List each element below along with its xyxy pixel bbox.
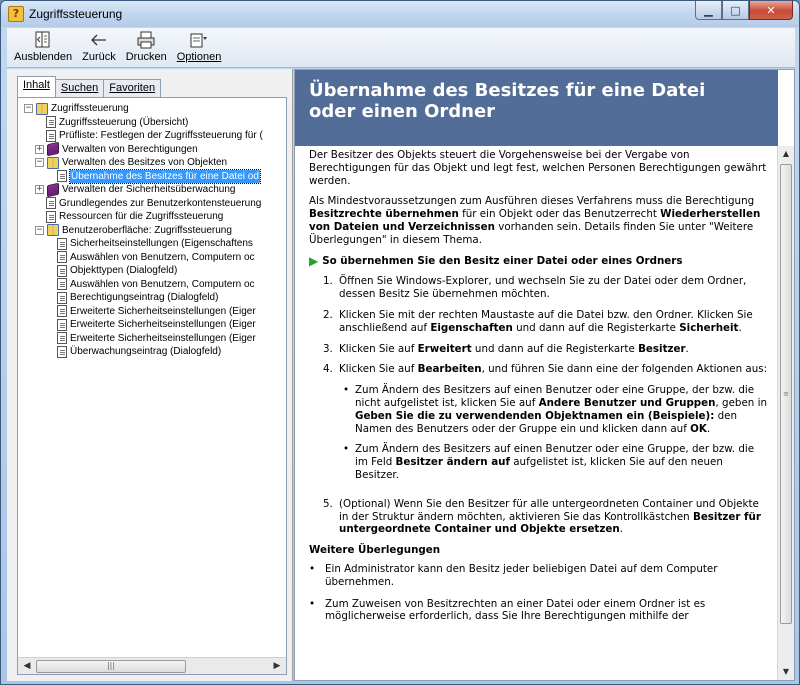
help-page-icon [57, 251, 67, 263]
navigation-pane [7, 69, 293, 681]
intro-paragraph: Der Besitzer des Objekts steuert die Vorgehensweise bei der Vergabe von Berechtigungen für das Objekt und legt fest, welchen Personen Berechtigungen gewährt werden. [309, 149, 767, 187]
tab-search[interactable]: Suchen [55, 79, 104, 97]
step-item: 2. Klicken Sie mit der rechten Maustaste auf die Datei bzw. den Ordner. Klicken Sie anschließend auf Eigenschaften und dann auf die Registerkarte Sicherheit. [323, 308, 753, 334]
help-page-icon [46, 211, 56, 223]
book-open-icon [36, 103, 48, 115]
consideration-bullet: • Ein Administrator kann den Besitz jeder beliebigen Datei auf dem Computer übernehmen. [309, 562, 718, 588]
back-label: Zurück [82, 51, 116, 63]
collapse-icon[interactable]: − [25, 103, 32, 114]
print-label: Drucken [125, 51, 167, 63]
tab-favorites[interactable]: Favoriten [103, 79, 161, 97]
expand-arrow-icon: ▶ [309, 253, 319, 268]
close-button[interactable] [749, 1, 793, 20]
tree-node[interactable] [18, 291, 286, 305]
hide-button[interactable] [9, 28, 77, 66]
back-button[interactable] [77, 28, 121, 66]
title-bar[interactable] [1, 1, 799, 27]
step-item: 4. Klicken Sie auf Bearbeiten, und führen Sie dann eine der folgenden Aktionen aus: • Zum Ändern des Besitzers auf einen Benutzer oder eine Gruppe, der bzw. die nicht aufgelistet ist, klicken Sie auf Andere Benutzer und Gruppen, geben in Geben Sie die zu verwendenden Objektnamen ein (Beispiele): den Namen des Benutzers oder der Gruppe ein und klicken dann auf OK. • Zum Ändern des Besitzers auf einen Benutzer oder eine Gruppe, der bzw. die im Feld Besitzer ändern auf aufgelistet ist, klicken Sie auf den neuen Besitzer. [323, 363, 768, 481]
minimize-icon: ▁ [704, 3, 713, 17]
tree-node-label: Prüfliste: Festlegen der Zugriffssteuerung für ( [59, 130, 263, 141]
window-title: Zugriffssteuerung [29, 7, 123, 21]
help-page-icon [46, 130, 56, 142]
consideration-bullet: • Zum Zuweisen von Besitzrechten an einer Datei oder einem Ordner ist es möglicherweise erforderlich, dass Sie Ihre Berechtigungen mithilfe der [309, 597, 706, 623]
step-item: 5. (Optional) Wenn Sie den Besitzer für alle untergeordneten Container und Objekte in der Struktur ändern möchten, aktivieren Sie das Kontrollkästchen Besitzer für untergeordnete Container und Objekte ersetzen. [323, 497, 761, 536]
tree-node[interactable] [18, 264, 286, 278]
book-open-icon [47, 224, 59, 236]
help-page-icon [46, 116, 56, 128]
hide-pane-icon [33, 31, 53, 49]
options-button[interactable] [172, 28, 227, 66]
tree-node[interactable] [18, 156, 286, 170]
tree-node[interactable] [18, 332, 286, 346]
considerations-heading: Weitere Überlegungen [309, 544, 441, 557]
tree-node[interactable] [18, 129, 286, 143]
scrollbar-thumb[interactable]: ≡ [780, 164, 792, 624]
help-page-icon [57, 278, 67, 290]
tree-node[interactable] [18, 251, 286, 265]
expand-icon[interactable]: + [36, 143, 43, 154]
collapse-icon[interactable]: − [36, 157, 43, 168]
caption-buttons [695, 1, 793, 21]
tree-node[interactable] [18, 116, 286, 130]
tree-node[interactable] [18, 102, 286, 116]
maximize-icon: □ [730, 3, 741, 17]
print-button[interactable] [121, 28, 172, 66]
help-page-icon [57, 305, 67, 317]
tree-node-label: Grundlegendes zur Benutzerkontensteuerung [59, 197, 262, 209]
tree-node[interactable] [18, 197, 286, 211]
expand-icon[interactable]: + [36, 184, 43, 195]
tree-node-label: Berechtigungseintrag (Dialogfeld) [70, 292, 219, 303]
help-page-icon [57, 319, 67, 331]
prerequisites-paragraph: Als Mindestvoraussetzungen zum Ausführen dieses Verfahrens muss die Berechtigung Besitzrechte übernehmen für ein Objekt oder das Benutzerrecht Wiederherstellen von Dateien und Verzeichnissen vorhanden sein. Details finden Sie unter "Weitere Überlegungen" in diesem Thema. [309, 195, 761, 246]
tree-node[interactable] [18, 183, 286, 197]
tree-node[interactable] [18, 143, 286, 157]
minimize-button[interactable] [695, 1, 722, 20]
tree-node[interactable] [18, 224, 286, 238]
tree-node[interactable] [18, 318, 286, 332]
topic-vertical-scrollbar[interactable] [777, 146, 794, 680]
tree-node-label: Erweiterte Sicherheitseinstellungen (Eiger [70, 332, 256, 344]
scroll-up-icon[interactable]: ▲ [782, 149, 790, 158]
procedure-heading[interactable]: ▶ So übernehmen Sie den Besitz einer Datei oder eines Ordners [309, 253, 683, 268]
tree-node-label: Zugriffssteuerung (Übersicht) [59, 116, 189, 128]
contents-tree-box [17, 97, 287, 675]
tree-node-label: Erweiterte Sicherheitseinstellungen (Eiger [70, 305, 256, 317]
option-bullet: • Zum Ändern des Besitzers auf einen Benutzer oder eine Gruppe, der bzw. die nicht aufgelistet ist, klicken Sie auf Andere Benutzer und Gruppen, geben in Geben Sie die zu verwendenden Objektnamen ein (Beispiele): den Namen des Benutzers oder der Gruppe ein und klicken dann auf OK. [343, 384, 767, 435]
collapse-icon[interactable]: − [36, 224, 43, 235]
contents-tree[interactable] [18, 102, 286, 654]
help-page-icon [46, 197, 56, 209]
book-closed-icon [47, 182, 59, 197]
printer-icon [136, 31, 156, 49]
tree-node-label: Objekttypen (Dialogfeld) [70, 265, 178, 276]
help-page-icon [57, 238, 67, 250]
tree-node[interactable] [18, 210, 286, 224]
tree-node-label: Auswählen von Benutzern, Computern oc [70, 251, 255, 263]
hide-label: Ausblenden [14, 51, 73, 63]
book-open-icon [47, 157, 59, 169]
tree-node-label: Auswählen von Benutzern, Computern oc [70, 278, 255, 290]
back-arrow-icon [89, 31, 109, 49]
book-closed-icon [47, 142, 59, 157]
step-item: 1. Öffnen Sie Windows-Explorer, und wechseln Sie zu der Datei oder dem Ordner, dessen Besitz Sie übernehmen möchten. [323, 275, 747, 301]
options-icon [189, 31, 209, 49]
tree-node-label: Ressourcen für die Zugriffssteuerung [59, 211, 224, 222]
toolbar [7, 28, 795, 68]
topic-title: Übernahme des Besitzes für eine Datei oder einen Ordner [309, 80, 706, 122]
procedure-steps [309, 275, 769, 536]
maximize-button[interactable] [722, 1, 749, 20]
scrollbar-thumb[interactable]: ||| [36, 660, 186, 673]
help-page-icon [57, 265, 67, 277]
option-bullet: • Zum Ändern des Besitzers auf einen Benutzer oder eine Gruppe, der bzw. die im Feld Besitzer ändern auf aufgelistet ist, klicken Sie auf den neuen Besitzer. [343, 443, 755, 481]
topic-pane [294, 69, 795, 681]
tree-node[interactable] [18, 345, 286, 359]
tree-node-label: Sicherheitseinstellungen (Eigenschaftens [70, 238, 253, 249]
options-label: Optionen [176, 51, 222, 63]
tree-node[interactable] [18, 278, 286, 292]
scroll-down-icon[interactable]: ▼ [782, 667, 790, 676]
considerations-list [309, 563, 769, 623]
help-page-icon [57, 332, 67, 344]
tree-node-label: Verwalten der Sicherheitsüberwachung [62, 184, 236, 195]
tree-node[interactable] [18, 170, 286, 184]
help-page-icon [57, 292, 67, 304]
help-app-icon: ? [8, 6, 24, 22]
tree-node-label: Erweiterte Sicherheitseinstellungen (Eiger [70, 319, 256, 330]
step-item: 3. Klicken Sie auf Erweitert und dann auf die Registerkarte Besitzer. [323, 342, 689, 355]
tree-node-label: Überwachungseintrag (Dialogfeld) [70, 346, 222, 357]
tree-horizontal-scrollbar[interactable] [18, 657, 286, 674]
tree-node-label: Verwalten des Besitzes von Objekten [62, 157, 228, 168]
tree-node[interactable] [18, 305, 286, 319]
tab-contents[interactable]: Inhalt [17, 76, 56, 97]
close-icon: ✕ [766, 3, 776, 17]
scroll-right-icon[interactable]: ▶ [273, 661, 281, 671]
tree-node-label: Verwalten von Berechtigungen [62, 143, 198, 155]
topic-header [295, 70, 778, 146]
tree-node[interactable] [18, 237, 286, 251]
help-page-icon [57, 170, 67, 182]
help-page-icon [57, 346, 67, 358]
tree-node-label: Übernahme des Besitzes für eine Datei od [71, 170, 259, 182]
nav-tabs [17, 77, 160, 97]
tree-node-label: Benutzeroberfläche: Zugriffssteuerung [62, 224, 232, 236]
tree-node-label: Zugriffssteuerung [51, 103, 129, 114]
scroll-left-icon[interactable]: ◀ [23, 661, 31, 671]
topic-content [309, 149, 769, 632]
